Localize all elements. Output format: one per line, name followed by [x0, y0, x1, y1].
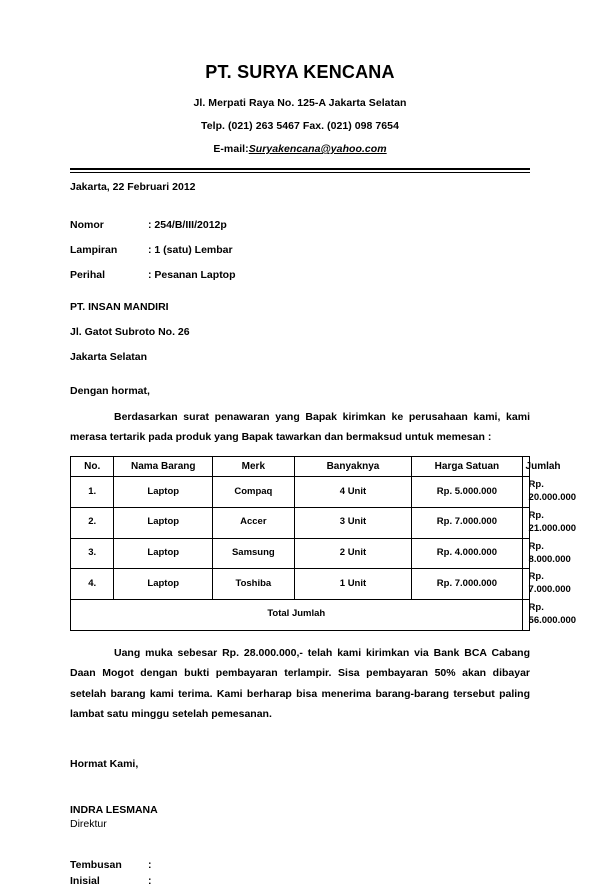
opening-paragraph: Berdasarkan surat penawaran yang Bapak kirimkan ke perusahaan kami, kami merasa tertarik pada produk yang Bapak tawarkan dan bermaksud untuk memesan :	[70, 411, 530, 444]
letterhead-divider	[70, 168, 530, 173]
reference-row-perihal	[70, 269, 530, 281]
total-label: Total Jumlah	[71, 599, 523, 630]
table-total-row	[71, 599, 530, 630]
header-banyaknya: Banyaknya	[294, 456, 412, 477]
recipient-city: Jakarta Selatan	[70, 351, 148, 363]
cell-banyaknya: 3 Unit	[294, 508, 412, 539]
cell-jumlah: Rp. 20.000.000	[522, 477, 529, 508]
table-row	[71, 508, 530, 539]
footer-row-inisial	[70, 874, 530, 889]
footer-value-inisial: :	[148, 874, 152, 887]
date-line: Jakarta, 22 Februari 2012	[70, 181, 196, 193]
cell-no: 1.	[71, 477, 114, 508]
cell-jumlah: Rp. 7.000.000	[522, 569, 529, 600]
reference-value-nomor: : 254/B/III/2012p	[148, 219, 227, 231]
recipient-company: PT. INSAN MANDIRI	[70, 301, 169, 313]
email-address: Suryakencana@yahoo.com	[248, 143, 387, 155]
cell-banyaknya: 1 Unit	[294, 569, 412, 600]
cell-no: 3.	[71, 538, 114, 569]
cell-nama: Laptop	[114, 508, 213, 539]
header-no: No.	[71, 456, 114, 477]
reference-label-lampiran: Lampiran	[70, 244, 118, 256]
cell-nama: Laptop	[114, 538, 213, 569]
cell-no: 4.	[71, 569, 114, 600]
footer-block	[70, 858, 530, 888]
cell-merk: Toshiba	[213, 569, 295, 600]
reference-label-perihal: Perihal	[70, 269, 106, 281]
reference-block	[70, 219, 530, 281]
recipient-street: Jl. Gatot Subroto No. 26	[70, 326, 190, 338]
header-merk: Merk	[213, 456, 295, 477]
company-phone-fax: Telp. (021) 263 5467 Fax. (021) 098 7654	[201, 120, 399, 132]
company-email-line	[70, 143, 530, 155]
cell-merk: Compaq	[213, 477, 295, 508]
recipient-block	[70, 301, 530, 363]
footer-row-tembusan	[70, 858, 530, 873]
footer-label-inisial: Inisial	[70, 874, 100, 887]
reference-value-perihal: : Pesanan Laptop	[148, 269, 236, 281]
reference-value-lampiran: : 1 (satu) Lembar	[148, 244, 233, 256]
company-name: PT. SURYA KENCANA	[205, 62, 395, 82]
cell-jumlah: Rp. 21.000.000	[522, 508, 529, 539]
cell-nama: Laptop	[114, 477, 213, 508]
total-value: Rp. 56.000.000	[522, 599, 529, 630]
reference-label-nomor: Nomor	[70, 219, 104, 231]
letterhead	[70, 0, 530, 155]
table-row	[71, 538, 530, 569]
header-nama-barang: Nama Barang	[114, 456, 213, 477]
table-row	[71, 477, 530, 508]
cell-harga: Rp. 4.000.000	[412, 538, 522, 569]
signer-name: INDRA LESMANA	[70, 804, 158, 817]
closing-paragraph: Uang muka sebesar Rp. 28.000.000,- telah kami kirimkan via Bank BCA Cabang Daan Mogot dengan bukti pembayaran terlampir. Sisa pembayaran 50% akan dibayar setelah barang kami terima. Kami berharap bisa menerima barang-barang tersebut paling lambat satu minggu setelah pemesanan.	[70, 646, 530, 720]
reference-row-lampiran	[70, 244, 530, 256]
table-row	[71, 569, 530, 600]
header-jumlah: Jumlah	[522, 456, 529, 477]
cell-merk: Accer	[213, 508, 295, 539]
email-label: E-mail:	[213, 143, 249, 155]
signature-block	[70, 758, 530, 830]
cell-jumlah: Rp. 8.000.000	[522, 538, 529, 569]
salutation: Dengan hormat,	[70, 385, 150, 397]
cell-harga: Rp. 5.000.000	[412, 477, 522, 508]
footer-value-tembusan: :	[148, 859, 152, 872]
cell-nama: Laptop	[114, 569, 213, 600]
cell-harga: Rp. 7.000.000	[412, 569, 522, 600]
cell-banyaknya: 4 Unit	[294, 477, 412, 508]
signature-closing: Hormat Kami,	[70, 758, 139, 771]
header-harga-satuan: Harga Satuan	[412, 456, 522, 477]
reference-row-nomor	[70, 219, 530, 231]
table-header-row	[71, 456, 530, 477]
order-table	[70, 456, 577, 631]
cell-no: 2.	[71, 508, 114, 539]
signer-title: Direktur	[70, 818, 107, 831]
footer-label-tembusan: Tembusan	[70, 859, 122, 872]
cell-merk: Samsung	[213, 538, 295, 569]
cell-banyaknya: 2 Unit	[294, 538, 412, 569]
cell-harga: Rp. 7.000.000	[412, 508, 522, 539]
company-address: Jl. Merpati Raya No. 125-A Jakarta Selatan	[193, 97, 407, 109]
